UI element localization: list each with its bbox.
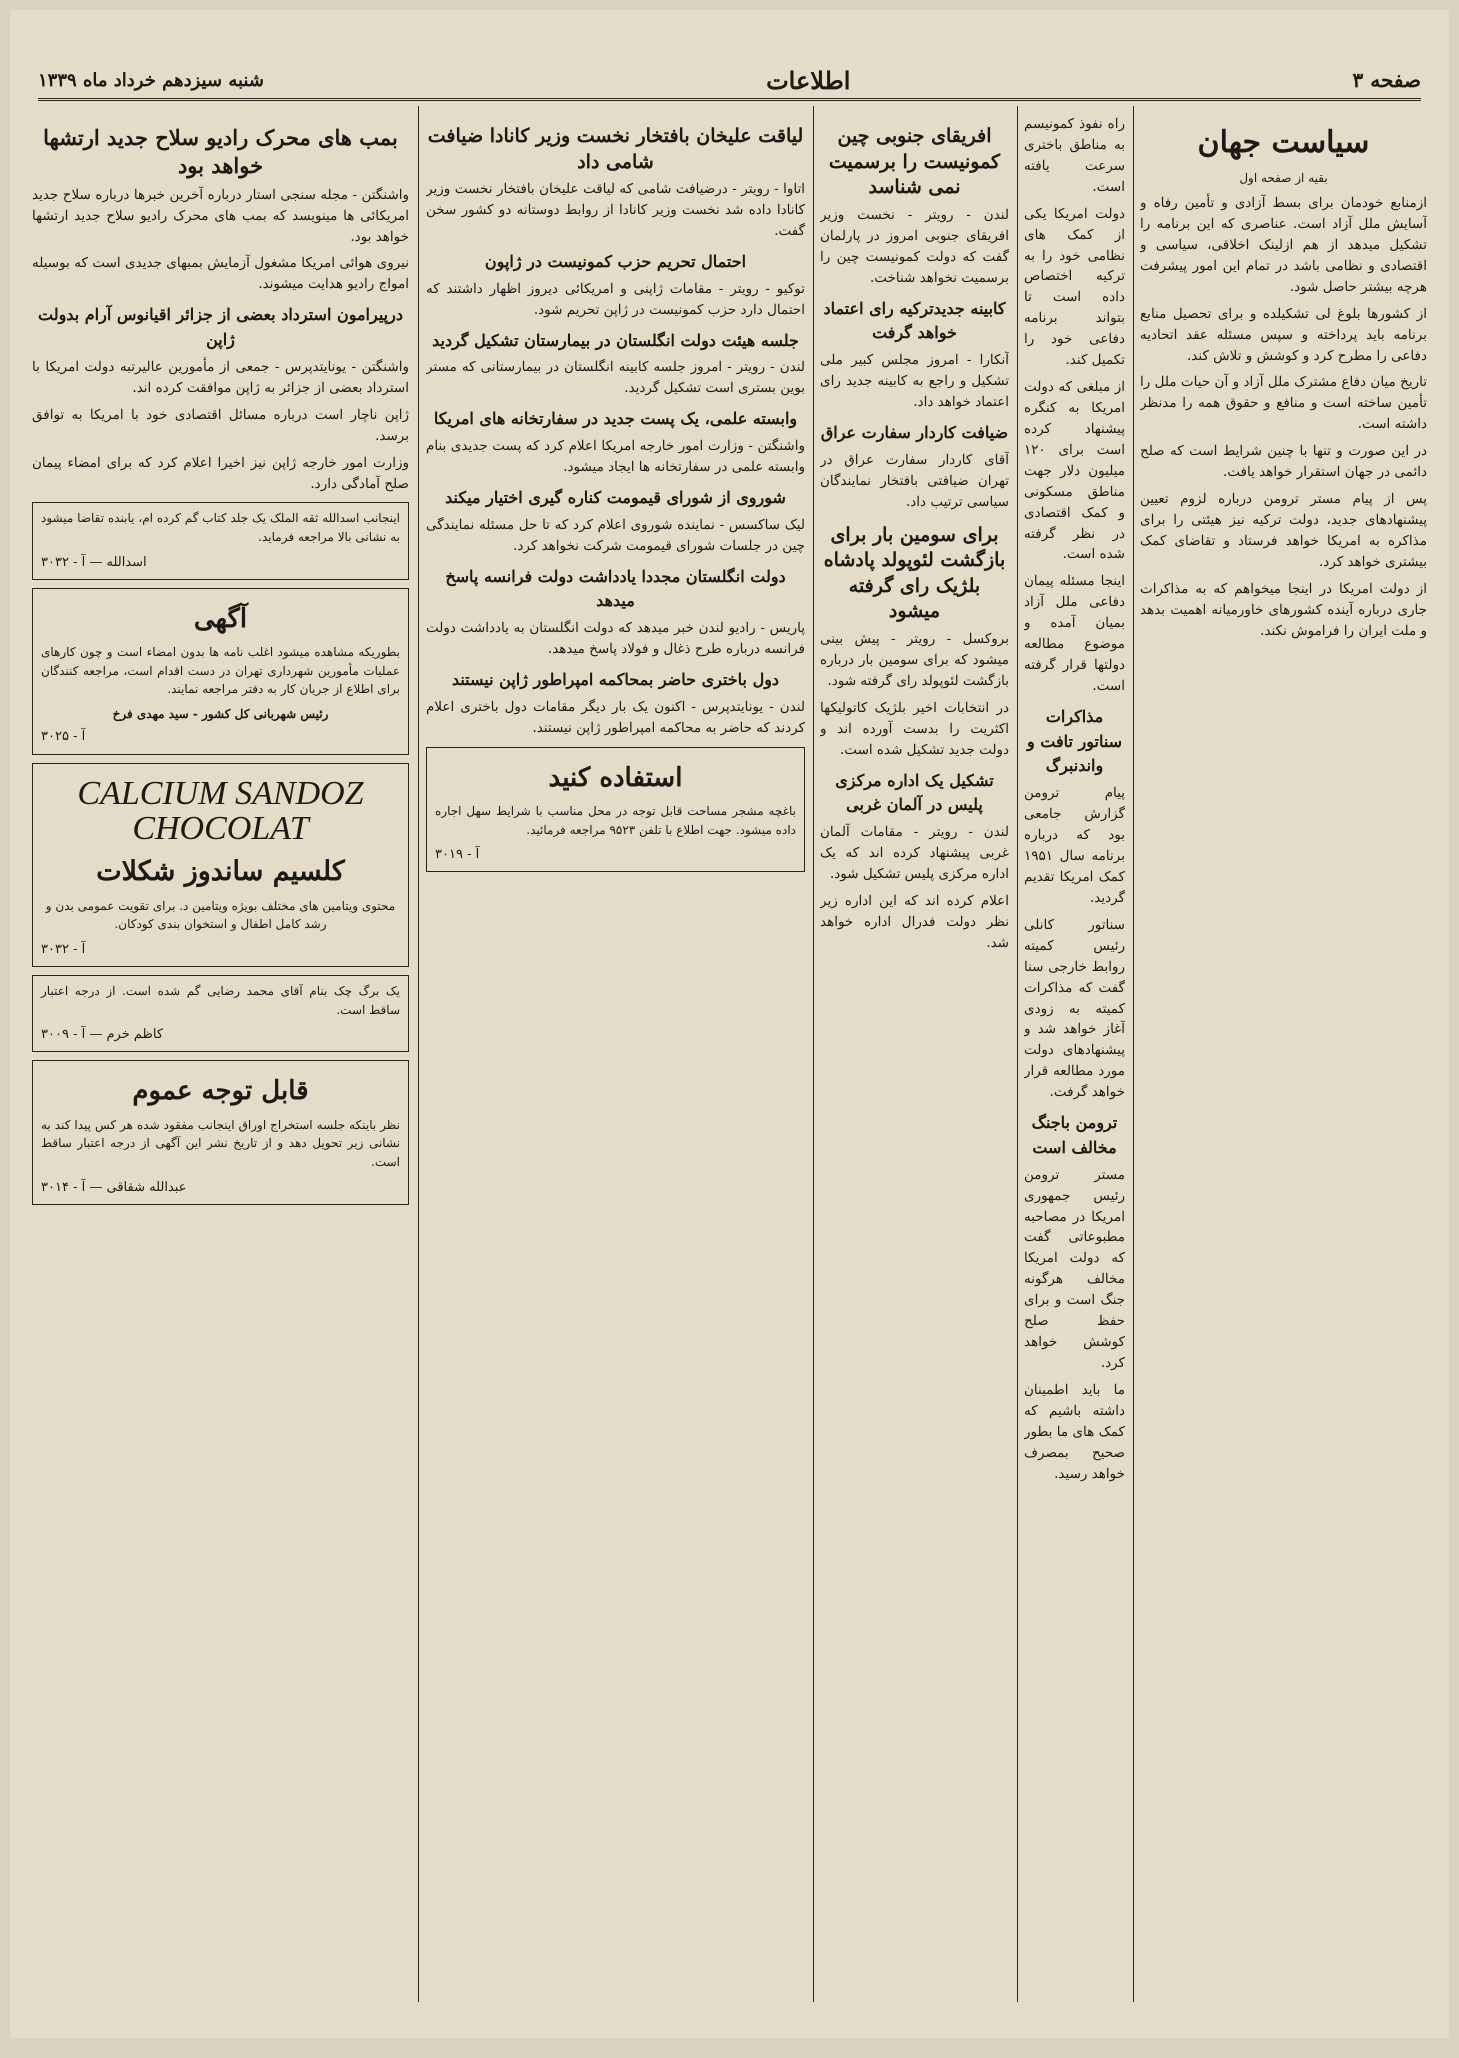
notice-signature: اسدالله [106,554,147,570]
paragraph: در این صورت و تنها با چنین شرایط است که صلح دائمی در جهان استقرار خواهد یافت. [1140,443,1427,481]
product-name-persian: کلسیم ساندوز شکلات [96,855,345,887]
paragraph: در انتخابات اخیر بلژیک کاتولیکها اکثریت را بدست آورده اند و دولت جدید تشکیل شده است. [820,699,1009,758]
notice-title: قابل توجه عموم [132,1076,309,1107]
headline: احتمال تحریم حزب کمونیست در ژاپون [484,252,747,272]
headline: دولت انگلستان مجددا یادداشت دولت فرانسه پاسخ میدهد [445,566,786,611]
paragraph: از کشورها بلوغ لی تشکیلده و برای تحصیل منابع برنامه باید پرداخته و سپس مسئله عقد اتحادیه دفاعی را مطرح کرد و کوشش و تلاش کند. [1140,305,1427,364]
headline: افریقای جنوبی چین کمونیست را برسمیت نمی شناسد [828,125,1001,199]
headline: تشکیل یک اداره مرکزی پلیس در آلمان غربی [835,770,994,815]
paragraph: ازمنابع خودمان برای بسط آزادی و تأمین رفاه و آسایش ملل آزاد است. عناصری که این برنامه را تشکیل میدهد از هم ازلینک اخلاقی، سیاسی و اقتصادی و نظامی باشد در تمام این امور پیشرفت هرچه بیشتر حاصل شود. [1140,195,1427,295]
notice-signature: رئیس شهربانی کل کشور - سید مهدی فرخ [112,706,329,721]
paragraph: لندن - رویتر - امروز جلسه کابینه انگلستان در بیمارستانی که مستر بوین بستری است تشکیل گردید. [426,359,805,397]
paragraph: لندن - رویتر - مقامات آلمان غربی پیشنهاد کرده اند که یک اداره مرکزی پلیس تشکیل شود. [820,824,1009,883]
ad-title: استفاده کنید [548,762,683,793]
column-rule [1017,106,1018,2002]
headline: بمب های محرک رادیو سلاح جدید ارتشها خواهد بود [43,125,398,179]
notice-code: آ - ۳۰۲۵ [41,729,86,745]
notice-title: آگهی [193,603,248,634]
headline: جلسه هیئت دولت انگلستان در بیمارستان تشکیل گردید [432,330,799,350]
issue-date: شنبه سیزدهم خرداد ماه ۱۳۳۹ [38,69,264,91]
paragraph: لیک ساکسس - نماینده شوروی اعلام کرد که تا حل مسئله نمایندگی چین در جلسات شورای قیمومت شرکت نخواهد کرد. [426,516,805,554]
public-attention-notice: قابل توجه عموم نظر باینکه جلسه استخراج اوراق اینجانب مفقود شده هر کس پیدا کند به نشانی زیر تحویل دهد و از تاریخ نشر این آگهی از درجه اعتبار ساقط است. عبدالله شقاقی — آ - ۳۰۱۴ [32,1060,409,1204]
headline: دول باختری حاضر بمحاکمه امپراطور ژاپن نیستند [451,670,780,690]
column-news-ads [32,114,409,1998]
paragraph: لندن - یونایتدپرس - اکنون یک بار دیگر مقامات دول باختری اعلام کردند که حاضر به محاکمه امپراطور ژاپن نیستند. [426,698,805,736]
headline: ترومن باجنگ مخالف است [1031,1113,1118,1157]
headline: ضیافت کاردار سفارت عراق [820,422,1009,442]
ad-text: باغچه مشجر مساحت قابل توجه در محل مناسب با شرایط سهل اجاره داده میشود. جهت اطلاع با تلفن ۹۵۲۳ مراجعه فرمائید. [435,803,796,837]
paragraph: وزارت امور خارجه ژاپن نیز اخیرا اعلام کرد که برای امضاء پیمان صلح آمادگی دارد. [32,454,409,492]
column-rule [1133,106,1134,2002]
classified-ad [426,747,805,873]
column-rule [418,106,419,2002]
ad-code: آ - ۳۰۳۲ [41,941,86,957]
paragraph: ژاپن ناچار است درباره مسائل اقتصادی خود با امریکا به توافق برسد. [32,406,409,444]
paragraph: اینجا مسئله پیمان دفاعی ملل آزاد بمیان آمده و موضوع مطالعه دولتها قرار گرفته است. [1024,573,1125,694]
headline: مذاکرات سناتور تافت و واندنبرگ [1026,706,1123,776]
section-title: سیاست جهان [1197,125,1370,160]
paragraph: از دولت امریکا در اینجا میخواهم که به مذاکرات جاری درباره آینده کشورهای خاورمیانه اهمیت بدهد و ملت ایران را فراموش نکند. [1140,580,1427,639]
notice-signature: کاظم خرم [106,1027,164,1043]
official-notice [32,588,409,755]
paragraph: پیام ترومن گزارش جامعی بود که درباره برنامه سال ۱۹۵۱ کمک امریکا تقدیم گردید. [1024,785,1125,906]
paragraph: واشنگتن - وزارت امور خارجه امریکا اعلام کرد که پست جدیدی بنام وابسته علمی در سفارتخانه ها ایجاد میشود. [426,438,805,476]
ad-code: آ - ۳۰۱۹ [435,847,480,863]
column-continuation [1024,114,1125,1998]
column-news-4 [426,114,805,1998]
masthead [38,62,1421,101]
product-description: محتوی ویتامین های مختلف بویژه ویتامین د. برای تقویت عمومی بدن و رشد کامل اطفال و استخوان بندی کودکان. [45,898,396,932]
paragraph: دولت امریکا یکی از کمک های نظامی خود را به ترکیه اختصاص داده است تا بتواند برنامه دفاعی خود را تکمیل کند. [1024,205,1125,369]
paragraph: از مبلغی که دولت امریکا به کنگره پیشنهاد کرده است برای ۱۲۰ میلیون دلار جهت مناطق مسکونی و کمک اقتصادی در نظر گرفته شده است. [1024,379,1125,563]
notice-signature: عبدالله شقاقی [106,1179,187,1195]
paragraph: ما باید اطمینان داشته باشیم که کمک های ما بطور صحیح بمصرف خواهد رسید. [1024,1381,1125,1482]
column-news-3 [820,114,1009,1998]
paragraph: اتاوا - رویتر - درضیافت شامی که لیاقت علیخان بافتخار نخست وزیر کانادا داده شد نخست وزیر کانادا از روابط دوستانه دو کشور سخن گفت. [426,181,805,240]
paragraph: بروکسل - رویتر - پیش بینی میشود که برای سومین بار درباره بازگشت لئوپولد رای گرفته شود. [820,631,1009,689]
headline: برای سومین بار برای بازگشت لئوپولد پادشاه بلژیک رای گرفته میشود [823,523,1006,623]
paragraph: واشنگتن - مجله سنجی استار درباره آخرین خبرها درباره سلاح جدید امریکائی ها مینویسد که بمب های محرک رادیو سلاح جدید ارتشها خواهد بود. [32,186,409,245]
column-rule [813,106,814,2002]
paragraph: واشنگتن - یونایتدپرس - جمعی از مأمورین عالیرتبه دولت امریکا با استرداد بعضی از جزائر به ژاپن موافقت کرده اند. [32,358,409,396]
notice-code: آ - ۳۰۳۲ [41,554,86,570]
product-name-latin: CALCIUM SANDOZ CHOCOLAT [77,774,364,848]
notice-code: آ - ۳۰۱۴ [41,1179,86,1195]
lost-check-notice: یک برگ چک بنام آقای محمد رضایی گم شده است. از درجه اعتبار ساقط است. کاظم خرم — آ - ۳۰۰۹ [32,975,409,1052]
paragraph: لندن - رویتر - نخست وزیر افریقای جنوبی امروز در پارلمان گفت که دولت کمونیست چین را برسمیت نخواهد شناخت. [820,206,1009,286]
paragraph: پاریس - رادیو لندن خبر میدهد که دولت انگلستان به یادداشت دولت فرانسه درباره طرح ذغال و فولاد پاسخ میدهد. [426,620,805,658]
headline: شوروی از شورای قیمومت کناره گیری اختیار میکند [445,487,786,507]
headline: کابینه جدیدترکیه رای اعتماد خواهد گرفت [823,298,1006,343]
paragraph: توکیو - رویتر - مقامات ژاپنی و امریکائی دیروز اظهار داشتند که احتمال دارد حزب کمونیست در ژاپن تحریم شود. [426,280,805,318]
paragraph: پس از پیام مستر ترومن درباره لزوم تعیین پیشنهادهای جدید، دولت ترکیه نیز هیئتی را برای مذاکره به امریکا خواهد فرستاد و تقاضای کمک بیشتری خواهد کرد. [1140,491,1427,570]
personal-notice: اینجانب اسدالله ثقه الملک یک جلد کتاب گم کرده ام، یابنده تقاضا میشود به نشانی بالا مراجعه فرماید. اسدالله — آ - ۳۰۳۲ [32,502,409,579]
page-number: صفحه ۳ [1352,68,1421,92]
paragraph: سناتور کانلی رئیس کمیته روابط خارجی سنا گفت که مذاکرات کمیته به زودی آغاز خواهد شد و پیشنهادهای دولت مورد مطالعه قرار خواهد گرفت. [1024,916,1125,1101]
notice-text: نظر باینکه جلسه استخراج اوراق اینجانب مفقود شده هر کس پیدا کند به نشانی زیر تحویل دهد و از تاریخ نشر این آگهی از درجه اعتبار ساقط است. [41,1117,400,1169]
paragraph: آنکارا - امروز مجلس کبیر ملی تشکیل و راجع به کابینه جدید رای اعتماد خواهد داد. [820,352,1009,411]
notice-text: بطوریکه مشاهده میشود اغلب نامه ها بدون امضاء است و چون کارهای عملیات مأمورین شهرداری تهران در دست اقدام است، مراجعه کنندگان برای اطلاع از جریان کار به دفتر مراجعه نمایند. [41,645,400,697]
calcium-sandoz-ad [32,763,409,968]
column-world-politics [1140,114,1427,1998]
newspaper-page [10,10,1449,2038]
paper-name: اطلاعات [766,65,851,95]
notice-code: آ - ۳۰۰۹ [41,1027,86,1043]
headline: لیاقت علیخان بافتخار نخست وزیر کانادا ضیافت شامی داد [427,125,804,173]
notice-text: یک برگ چک بنام آقای محمد رضایی گم شده است. از درجه اعتبار ساقط است. [41,984,400,1017]
headline: وابسته علمی، یک پست جدید در سفارتخانه های امریکا [433,409,798,429]
notice-text: اینجانب اسدالله ثقه الملک یک جلد کتاب گم کرده ام، یابنده تقاضا میشود به نشانی بالا مراجعه فرماید. [41,511,400,545]
paragraph: مستر ترومن رئیس جمهوری امریکا در مصاحبه مطبوعاتی گفت که دولت امریکا مخالف هرگونه جنگ است و برای حفظ صلح کوشش خواهد کرد. [1024,1166,1125,1371]
paragraph: تاریخ میان دفاع مشترک ملل آزاد و آن حیات ملل را تأمین ساخته است و منافع و حقوق همه را مدنظر داشته است. [1140,374,1427,433]
headline: درپیرامون استرداد بعضی از جزائر اقیانوس آرام بدولت ژاپن [38,305,403,350]
paragraph: نیروی هوائی امریکا مشغول آزمایش بمبهای جدیدی است که بوسیله امواج رادیو هدایت میشوند. [32,255,409,293]
paragraph: آقای کاردار سفارت عراق در تهران ضیافتی بافتخار نمایندگان سیاسی ترتیب داد. [820,451,1009,510]
continued-note: بقیه از صفحه اول [1239,170,1328,185]
paragraph: راه نفوذ کمونیسم به مناطق باختری سرعت یافته است. [1024,116,1125,195]
paragraph: اعلام کرده اند که این اداره زیر نظر دولت فدرال اداره خواهد شد. [820,892,1009,951]
